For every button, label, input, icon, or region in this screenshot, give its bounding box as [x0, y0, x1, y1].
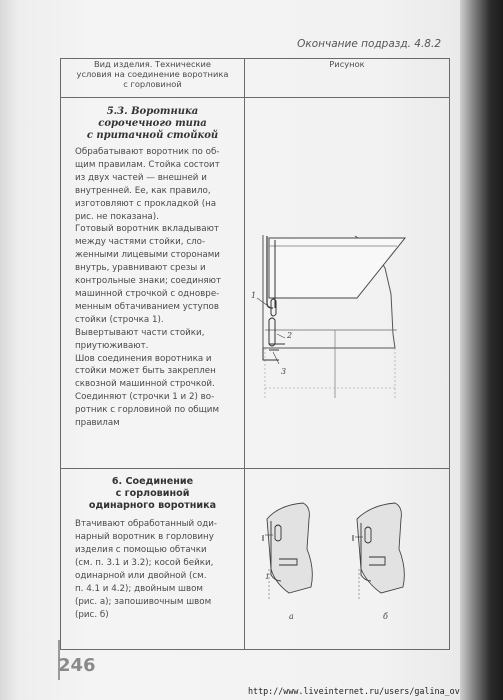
fig2-label-1: 1: [265, 572, 270, 581]
col-header-description: [61, 59, 245, 98]
collar-stand-drawing: [245, 98, 449, 468]
source-url-watermark: http://www.liveinternet.ru/users/galina_ov: [248, 686, 460, 696]
figure-b-drawing: [353, 503, 404, 621]
page-number: 246: [58, 655, 96, 676]
fig1-label-3: 3: [281, 367, 287, 376]
fig1-label-2: 2: [287, 331, 293, 340]
single-collar-drawings: [245, 469, 449, 649]
row2-title: 6. Соединение с горловиной одинарного воротника: [88, 476, 217, 511]
fig2-label-a: а: [289, 612, 294, 621]
fig1-label-1: 1: [251, 291, 257, 300]
book-spine-shadow: [460, 0, 503, 700]
row2-description-cell: [61, 469, 245, 650]
row2-body: Втачивают обработанный оди- нарный воротник в горловину изделия с помощью обтачки (см. п. 3.1 и 3.2); косой бейки, одинарной или двойной (см. п. 4.1 и 4.2); двойным швом (рис. а); запошивочным швом (рис. б): [75, 519, 217, 620]
table-row: [61, 98, 450, 469]
row1-description-cell: [61, 98, 245, 469]
figure-a-drawing: [263, 503, 312, 621]
table-row: [61, 469, 450, 650]
row1-body: Обрабатывают воротник по об- щим правилам. Стойка состоит из двух частей — внешней и внутренней. Ее, как правило, изготовляют с прокладкой (на рис. не показана). Готовый воротник вкладывают между частями стойки, сло- женными лицевыми сторонами внутрь, уравнивают срезы и контрольные знаки; соединяют машинной строчкой с одновре- менным обтачиванием уступов стойки (строчка 1). Вывертывают части стойки, приутюживают. Шов соединения воротника и стойки может быть закреплен сквозной машинной строчкой. Соединяют (строчки 1 и 2) во- ротник с горловиной по общим правилам: [75, 147, 222, 429]
col1-header-text: Вид изделия. Технические условия на соединение воротника с горловиной: [76, 59, 229, 89]
spec-table: [60, 58, 450, 650]
row2-figure-cell: [245, 469, 450, 650]
col-header-figure: [245, 59, 450, 98]
fig2-label-b: б: [383, 612, 388, 621]
col2-header-text: Рисунок: [329, 59, 365, 69]
continuation-note: Окончание подразд. 4.8.2: [297, 38, 441, 50]
row1-title: 5.3. Воротника сорочечного типа с притачной стойкой: [86, 106, 219, 141]
row1-figure-cell: [245, 98, 450, 469]
